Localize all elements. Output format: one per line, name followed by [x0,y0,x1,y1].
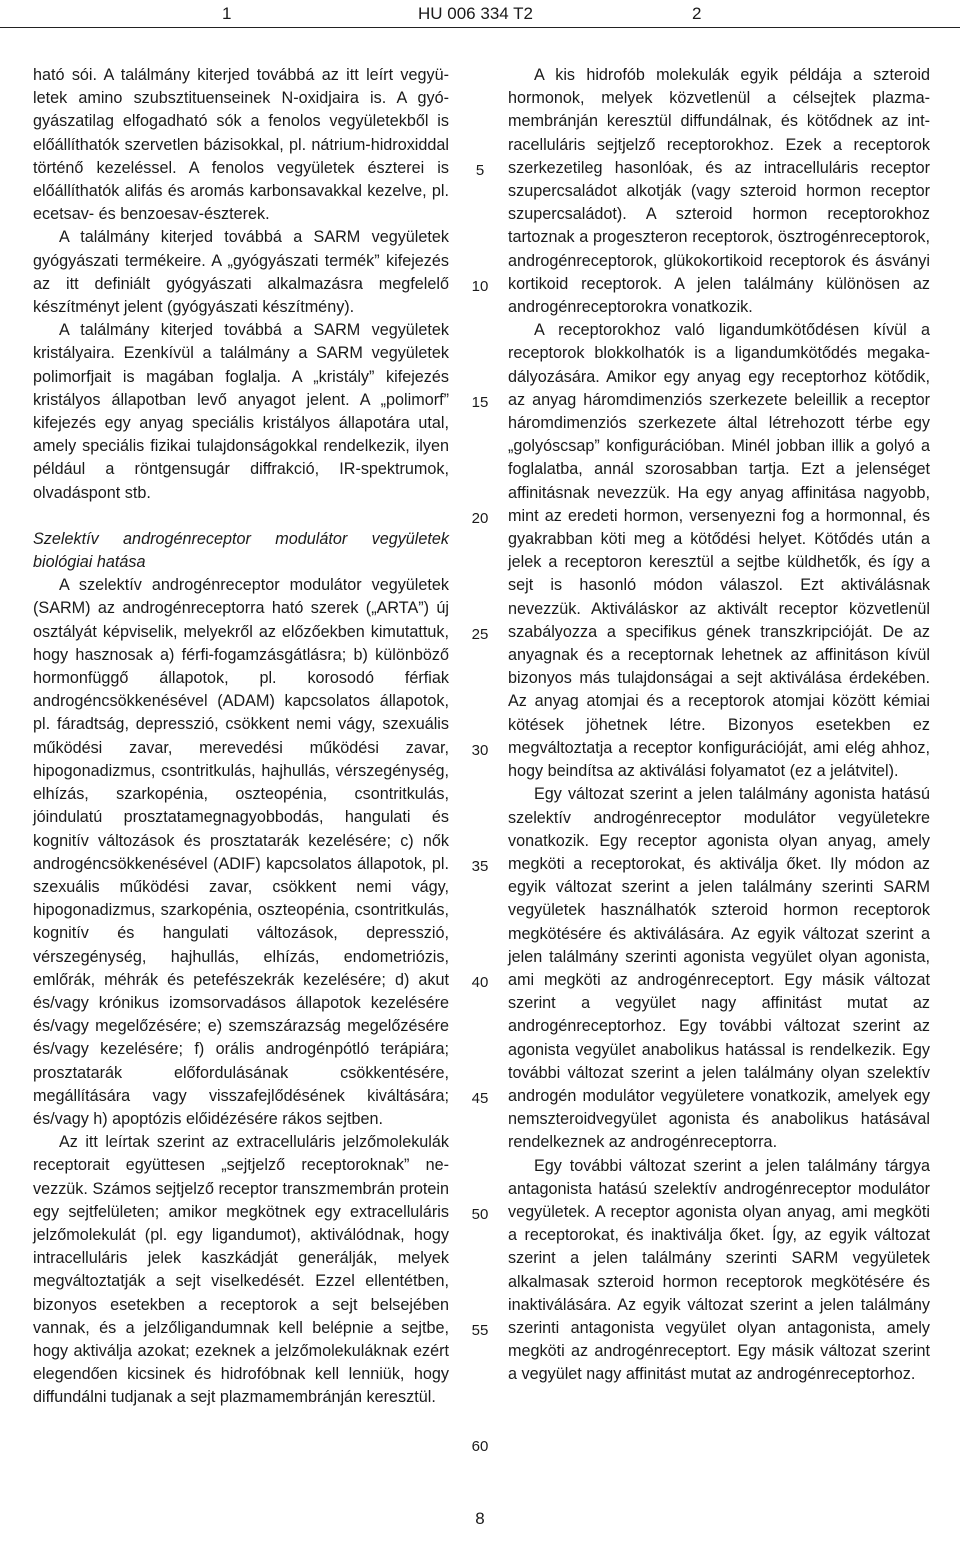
left-paragraph-5: Az itt leírtak szerint az extracelluláris jelzőmolekulák receptorait együttesen „sejtjelző receptoroknak” nevezzük. Számos sejtjelző receptor transzmembrán protein egy sejtfelületen; amikor megkötnek egy extracelluláris jelzőmolekulát (pl. egy ligandumot), aktiválódnak, hogy intracelluláris jelek kaszkádját generálják, melyek megváltoztatják a sejt viselkedését. Ezzel ellentétben, bizonyos esetekben a receptorok a sejt belsejében vannak, és a jelzőligandumnak kell belépnie a sejtbe, hogy aktiválja azokat; ezeknek a jelzőmolekuláknak ezért elegendően kicsinek és hidrofóbnak kell lenniük, hogy diffundálni tudjanak a sejt plazmamembránján keresztül. [33,1133,449,1407]
header-rule [0,27,960,28]
left-paragraph-4: A szelektív androgénreceptor modulátor vegyületek (SARM) az androgénreceptorra ható szerek („ARTA”) új osztályát képviselik, melyekről az előzőekben kimutattuk, hogy hasznosak a) férfi-fogamzásgátlásra; b) különböző hormonfüggő állapotok, pl. korosodó férfiak androgéncsökkenésével (ADAM) kapcsolatos állapotok, pl. fáradtság, depresszió, csökkent nemi vágy, szexuális működési zavar, merevedési működési zavar, hipogonadizmus, csontritkulás, hajhullás, vérszegénység, elhízás, szarkopénia, oszteopénia, csontritkulás, jóindulatú prosztatamegnagyobbodás, hangulati és kognitív változások és prosztatarák kezelésére; c) nők androgéncsökkenésével (ADIF) kapcsolatos állapotok, pl. szexuális működési zavar, csökkent nemi vágy, hipogonadizmus, szarkopénia, oszteopénia, csontritkulás, kognitív és hangulati változások, depresszió, vérszegénység, hajhullás, elhízás, endometriózis, emlőrák, méhrák és petefészekrák kezelésére; d) akut és/vagy krónikus izomsorvadásos állapotok kezelésére és/vagy megelőzésére; e) szemszárazság megelőzésére és/vagy kezelésére; f) orális androgénpótló terápiára; prosztatarák előfordulásának csökkentésére, megállítására vagy visszafejlődésének kiváltására; és/vagy h) apoptózis előidézésére rákos sejtben. [33,576,449,1128]
line-number: 15 [471,394,489,411]
line-number: 25 [471,626,489,643]
line-number: 10 [471,278,489,295]
line-number: 30 [471,742,489,759]
line-number: 60 [471,1438,489,1455]
line-number: 55 [471,1322,489,1339]
right-page-number: 2 [692,4,702,23]
line-number: 20 [471,510,489,527]
left-column [33,64,449,1410]
right-paragraph-1: A kis hidrofób molekulák egyik példája a szteroid hormonok, melyek közvetlenül a célsejtek plazmamembránján keresztül diffundálnak, és kötődnek az intracelluláris sejtjelző receptorokhoz. Ezek a receptorok szerkezetileg hasonlóak, és az intracelluláris receptor szupercsaládot alkotják (vagy szteroid hormon receptor szupercsaládot). A szteroid hormon receptorokhoz tartoznak a progeszteron receptorok, ösztrogénreceptorok, androgénreceptorok, glükokortikoid receptorok és ásványi kortikoid receptorok. A jelen találmány különösen az androgénreceptorokra vonatkozik. [508,66,930,317]
left-paragraph-1: ható sói. A találmány kiterjed továbbá az itt leírt vegyületek amino szubsztituenseinek N-oxidjaira is. A gyógyászatilag elfogadható sók a fenolos vegyületekből is előállíthatók szervetlen bázisokkal, pl. nátrium-hidroxiddal történő kezeléssel. A fenolos vegyületek észterei is előállíthatók alifás és aromás karbonsavakkal kezelve, pl. ecetsav- és benzoesav-észterek. [33,66,449,224]
line-number: 50 [471,1206,489,1223]
line-number: 35 [471,858,489,875]
line-number: 5 [475,162,485,179]
right-paragraph-3: Egy változat szerint a jelen találmány agonista hatású szelektív androgénreceptor modulátor vegyületekre vonatkozik. Egy receptor agonista olyan anyag, amely megköti a receptorokat, és aktiválja őket. Ily módon az egyik változat szerint a jelen találmány szerinti SARM vegyületek használhatók szteroid hormon receptorok megkötésére és aktiválására. Az egyik változat szerint a jelen találmány szerinti agonista vegyület olyan agonista, ami megköti az androgénreceptort. Egy másik változat szerint a vegyület nagy affinitást mutat az androgénreceptorhoz. Egy további változat szerint az agonista vegyület anabolikus hatással is rendelkezik. Egy további változat szerint a jelen találmány olyan szelektív androgén modulátor vegyületere vonatkozik, amelyek egy nemszteroidvegyület agonista és anabolikus hatásával rendelkeznek az androgénreceptorra. [508,785,930,1152]
footer-page-number: 8 [475,1509,485,1528]
right-paragraph-4: Egy további változat szerint a jelen találmány tárgya antagonista hatású szelektív androgénreceptor modulátor vegyületek. A receptor agonista olyan anyag, ami megköti a receptorokat, és inaktiválja őket. Így, az egyik változat szerint a jelen találmány szerinti SARM vegyületek alkalmasak szteroid hormon receptorok megkötésére és inaktiválására. Az egyik változat szerint a jelen találmány szerinti antagonista vegyület olyan antagonista, amely megköti az androgénreceptort. Egy másik változat szerint a vegyület nagy affinitást mutat az androgénreceptorhoz. [508,1156,930,1384]
page-header [0,0,960,30]
line-number: 45 [471,1090,489,1107]
right-column [508,64,930,1387]
right-paragraph-2: A receptorokhoz való ligandumkötődésen kívül a receptorok blokkolhatók is a ligandumkötődés megakadályozására. Amikor egy anyag egy receptorhoz kötődik, az anyag háromdimenziós szerkezete beleillik a receptor háromdimenziós szerkezete által létrehozott térbe egy „golyóscsap” konfigurációban. Minél jobban illik a golyó a foglalatba, annál szorosabban tartja. Ezt a jelenséget affinitásnak nevezzük. Ha egy anyag affinitása nagyobb, mint az eredeti hormon, versenyezni fog a hormonnal, és gyakrabban köti meg a kötődési helyet. Kötődés után a jelek a receptoron keresztül a sejtbe küldhetők, és így a sejt is hasonló módon válaszol. Ezt aktiválásnak nevezzük. Aktiváláskor az aktivált receptor közvetlenül szabályozza a specifikus gének transzkripcióját. De az anyagnak és a receptornak lehetnek az affinitáson kívül bizonyos más tulajdonságai a sejt aktiválása érdekében. Az anyag atomjai és a receptorok atomjai között kémiai kötések jöhetnek létre. Bizonyos esetekben ez megváltoztatja a receptor konfigurációját, ami elég ahhoz, hogy beindítsa az aktiválási folyamatot (ez a jelátvitel). [508,321,930,781]
line-number: 40 [471,974,489,991]
left-paragraph-3: A találmány kiterjed továbbá a SARM vegyületek kristályaira. Ezenkívül a találmány a SARM vegyületek polimorfjait is magában foglalja. A „kristály” kifejezés kristályos állapotban levő anyagot jelent. A „polimorf” kifejezés egy anyag speciális kristályos állapotára utal, amely speciális fizikai tulajdonságokkal rendelkezik, ilyen például a röntgensugár diffrakció, IR-spektrumok, olvadáspont stb. [33,321,449,502]
left-page-number: 1 [222,4,232,23]
document-id: HU 006 334 T2 [418,4,533,23]
section-heading: Szelektív androgénreceptor modulátor vegyületek biológiai hatása [33,529,449,572]
left-paragraph-2: A találmány kiterjed továbbá a SARM vegyületek gyógyászati termékeire. A „gyógyászati termék” kifejezés az itt definiált gyógyászati alkalmazásra megfelelő készítményt jelent (gyógyászati készítmény). [33,228,449,317]
